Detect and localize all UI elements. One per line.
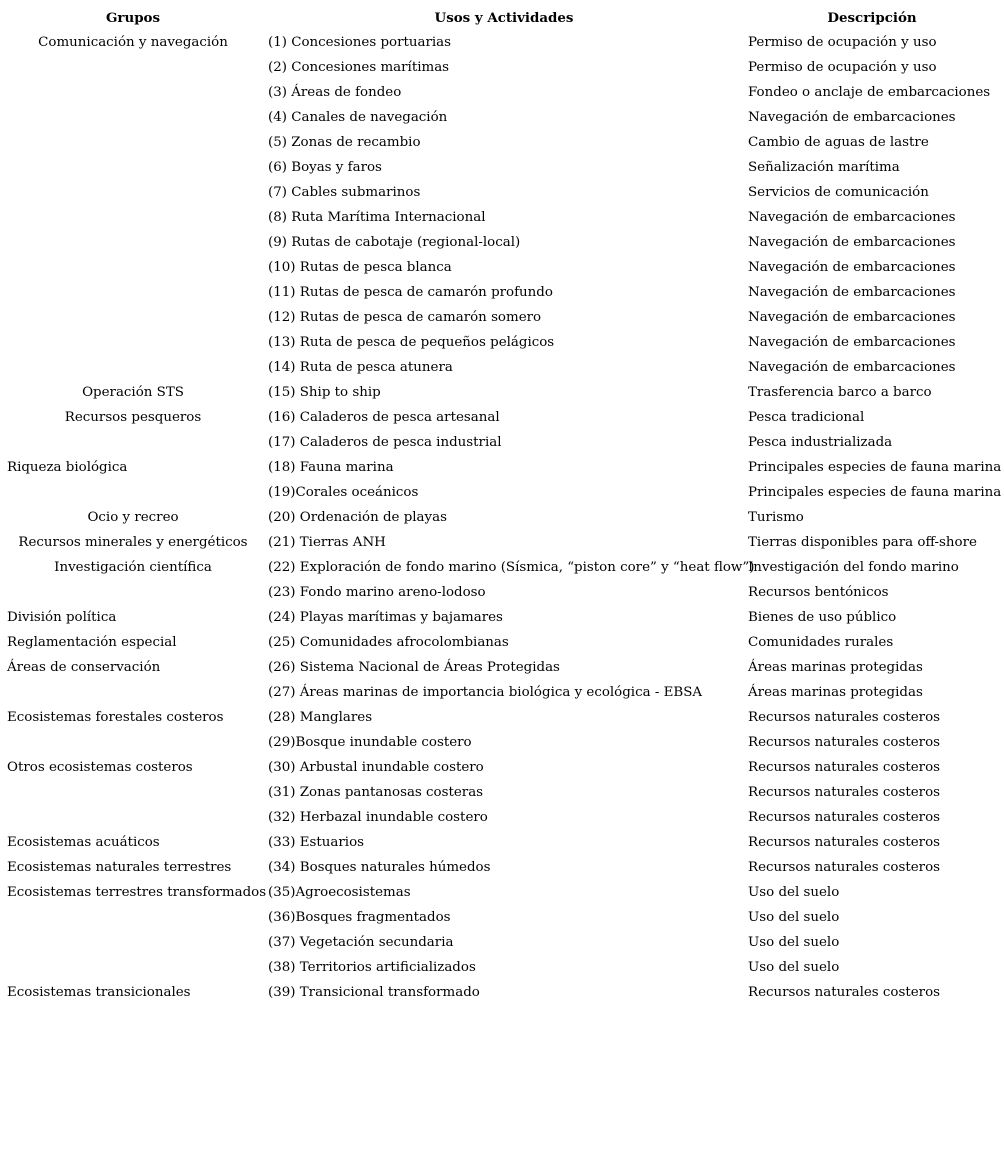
- table-row: [0, 680, 1004, 705]
- table-header: [0, 8, 1004, 28]
- use-activity-cell: (24) Playas marítimas y bajamares: [268, 610, 503, 625]
- table-row: [0, 255, 1004, 280]
- table-row: [0, 505, 1004, 530]
- group-cell: Riqueza biológica: [7, 460, 128, 475]
- use-activity-cell: (16) Caladeros de pesca artesanal: [268, 410, 500, 425]
- description-cell: Permiso de ocupación y uso: [748, 35, 937, 50]
- use-activity-cell: (6) Boyas y faros: [268, 160, 382, 175]
- use-activity-cell: (33) Estuarios: [268, 835, 364, 850]
- table-row: [0, 105, 1004, 130]
- table-row: [0, 605, 1004, 630]
- description-cell: Navegación de embarcaciones: [748, 310, 956, 325]
- table-row: [0, 305, 1004, 330]
- use-activity-cell: (5) Zonas de recambio: [268, 135, 421, 150]
- use-activity-cell: (32) Herbazal inundable costero: [268, 810, 488, 825]
- table-row: [0, 80, 1004, 105]
- table-row: [0, 880, 1004, 905]
- description-cell: Recursos naturales costeros: [748, 835, 941, 850]
- use-activity-cell: (29)Bosque inundable costero: [268, 735, 472, 750]
- description-cell: Turismo: [748, 510, 804, 525]
- group-cell: Ecosistemas naturales terrestres: [7, 860, 232, 875]
- use-activity-cell: (39) Transicional transformado: [268, 985, 480, 1000]
- use-activity-cell: (38) Territorios artificializados: [268, 960, 476, 975]
- table-row: [0, 155, 1004, 180]
- description-cell: Principales especies de fauna marina: [748, 460, 1002, 475]
- use-activity-cell: (18) Fauna marina: [268, 460, 394, 475]
- header-uses-activities: Usos y Actividades: [434, 10, 574, 26]
- use-activity-cell: (31) Zonas pantanosas costeras: [268, 785, 484, 800]
- table-row: [0, 30, 1004, 55]
- table-row: [0, 55, 1004, 80]
- description-cell: Trasferencia barco a barco: [748, 385, 932, 400]
- table-row: [0, 205, 1004, 230]
- description-cell: Cambio de aguas de lastre: [748, 135, 929, 150]
- use-activity-cell: (21) Tierras ANH: [268, 535, 386, 550]
- use-activity-cell: (15) Ship to ship: [268, 385, 381, 400]
- group-cell: Ecosistemas forestales costeros: [7, 710, 224, 725]
- table-row: [0, 330, 1004, 355]
- table-row: [0, 930, 1004, 955]
- table-row: [0, 855, 1004, 880]
- table-row: [0, 555, 1004, 580]
- description-cell: Recursos naturales costeros: [748, 710, 941, 725]
- description-cell: Uso del suelo: [748, 910, 840, 925]
- use-activity-cell: (11) Rutas de pesca de camarón profundo: [268, 285, 553, 300]
- use-activity-cell: (30) Arbustal inundable costero: [268, 760, 484, 775]
- description-cell: Recursos naturales costeros: [748, 735, 941, 750]
- use-activity-cell: (9) Rutas de cabotaje (regional-local): [268, 235, 521, 250]
- use-activity-cell: (17) Caladeros de pesca industrial: [268, 435, 502, 450]
- group-cell: Investigación científica: [54, 560, 212, 575]
- table-row: [0, 830, 1004, 855]
- use-activity-cell: (7) Cables submarinos: [268, 185, 421, 200]
- group-cell: Recursos pesqueros: [64, 410, 202, 425]
- description-cell: Pesca industrializada: [748, 435, 893, 450]
- group-cell: Recursos minerales y energéticos: [18, 535, 248, 550]
- description-cell: Áreas marinas protegidas: [748, 685, 923, 700]
- table-row: [0, 905, 1004, 930]
- use-activity-cell: (12) Rutas de pesca de camarón somero: [268, 310, 542, 325]
- description-cell: Áreas marinas protegidas: [748, 660, 923, 675]
- table-row: [0, 980, 1004, 1005]
- description-cell: Navegación de embarcaciones: [748, 210, 956, 225]
- table-row: [0, 805, 1004, 830]
- description-cell: Uso del suelo: [748, 960, 840, 975]
- description-cell: Señalización marítima: [748, 160, 900, 175]
- group-cell: Operación STS: [82, 385, 184, 400]
- use-activity-cell: (27) Áreas marinas de importancia biológica y ecológica - EBSA: [268, 685, 703, 700]
- description-cell: Pesca tradicional: [748, 410, 865, 425]
- group-cell: Ecosistemas terrestres transformados: [7, 885, 267, 900]
- table-row: [0, 480, 1004, 505]
- description-cell: Investigación del fondo marino: [748, 560, 959, 575]
- use-activity-cell: (1) Concesiones portuarias: [268, 35, 452, 50]
- table-row: [0, 780, 1004, 805]
- table-row: [0, 755, 1004, 780]
- table-row: [0, 580, 1004, 605]
- table-row: [0, 380, 1004, 405]
- group-cell: Áreas de conservación: [7, 660, 161, 675]
- table-row: [0, 130, 1004, 155]
- table-row: [0, 355, 1004, 380]
- table-row: [0, 430, 1004, 455]
- description-cell: Permiso de ocupación y uso: [748, 60, 937, 75]
- table-row: [0, 405, 1004, 430]
- description-cell: Principales especies de fauna marina: [748, 485, 1002, 500]
- table-row: [0, 230, 1004, 255]
- table-body: [0, 30, 1004, 1005]
- use-activity-cell: (3) Áreas de fondeo: [268, 85, 402, 100]
- use-activity-cell: (4) Canales de navegación: [268, 110, 448, 125]
- group-cell: Ocio y recreo: [87, 510, 179, 525]
- group-cell: Reglamentación especial: [7, 635, 177, 650]
- description-cell: Recursos naturales costeros: [748, 860, 941, 875]
- table-row: [0, 180, 1004, 205]
- table-row: [0, 655, 1004, 680]
- group-cell: Otros ecosistemas costeros: [7, 760, 193, 775]
- table-row: [0, 955, 1004, 980]
- use-activity-cell: (13) Ruta de pesca de pequeños pelágicos: [268, 335, 555, 350]
- table-row: [0, 705, 1004, 730]
- description-cell: Navegación de embarcaciones: [748, 260, 956, 275]
- group-cell: Ecosistemas acuáticos: [7, 835, 160, 850]
- description-cell: Navegación de embarcaciones: [748, 335, 956, 350]
- use-activity-cell: (35)Agroecosistemas: [268, 885, 411, 900]
- group-cell: Ecosistemas transicionales: [7, 985, 191, 1000]
- use-activity-cell: (14) Ruta de pesca atunera: [268, 360, 453, 375]
- table-row: [0, 530, 1004, 555]
- description-cell: Recursos naturales costeros: [748, 985, 941, 1000]
- use-activity-cell: (10) Rutas de pesca blanca: [268, 260, 452, 275]
- use-activity-cell: (19)Corales oceánicos: [268, 485, 419, 500]
- description-cell: Navegación de embarcaciones: [748, 285, 956, 300]
- description-cell: Recursos bentónicos: [748, 585, 889, 600]
- table-row: [0, 455, 1004, 480]
- use-activity-cell: (25) Comunidades afrocolombianas: [268, 635, 509, 650]
- description-cell: Recursos naturales costeros: [748, 760, 941, 775]
- description-cell: Navegación de embarcaciones: [748, 110, 956, 125]
- description-cell: Navegación de embarcaciones: [748, 360, 956, 375]
- description-cell: Bienes de uso público: [748, 610, 897, 625]
- group-cell: División política: [7, 610, 117, 625]
- use-activity-cell: (2) Concesiones marítimas: [268, 60, 450, 75]
- description-cell: Servicios de comunicación: [748, 185, 929, 200]
- header-groups: Grupos: [105, 10, 161, 26]
- description-cell: Uso del suelo: [748, 885, 840, 900]
- description-cell: Comunidades rurales: [748, 635, 894, 650]
- use-activity-cell: (20) Ordenación de playas: [268, 510, 447, 525]
- group-cell: Comunicación y navegación: [38, 35, 228, 50]
- description-cell: Tierras disponibles para off-shore: [748, 535, 977, 550]
- header-description: Descripción: [827, 10, 917, 26]
- table-row: [0, 280, 1004, 305]
- use-activity-cell: (26) Sistema Nacional de Áreas Protegidas: [268, 660, 560, 675]
- description-cell: Navegación de embarcaciones: [748, 235, 956, 250]
- use-activity-cell: (36)Bosques fragmentados: [268, 910, 451, 925]
- use-activity-cell: (34) Bosques naturales húmedos: [268, 860, 491, 875]
- use-activity-cell: (23) Fondo marino areno-lodoso: [268, 585, 486, 600]
- table-row: [0, 630, 1004, 655]
- description-cell: Recursos naturales costeros: [748, 810, 941, 825]
- use-activity-cell: (37) Vegetación secundaria: [268, 935, 454, 950]
- use-activity-cell: (8) Ruta Marítima Internacional: [268, 210, 486, 225]
- description-cell: Fondeo o anclaje de embarcaciones: [748, 85, 991, 100]
- table-row: [0, 730, 1004, 755]
- use-activity-cell: (22) Exploración de fondo marino (Sísmica, “piston core” y “heat flow”): [268, 560, 755, 575]
- description-cell: Uso del suelo: [748, 935, 840, 950]
- description-cell: Recursos naturales costeros: [748, 785, 941, 800]
- use-activity-cell: (28) Manglares: [268, 710, 373, 725]
